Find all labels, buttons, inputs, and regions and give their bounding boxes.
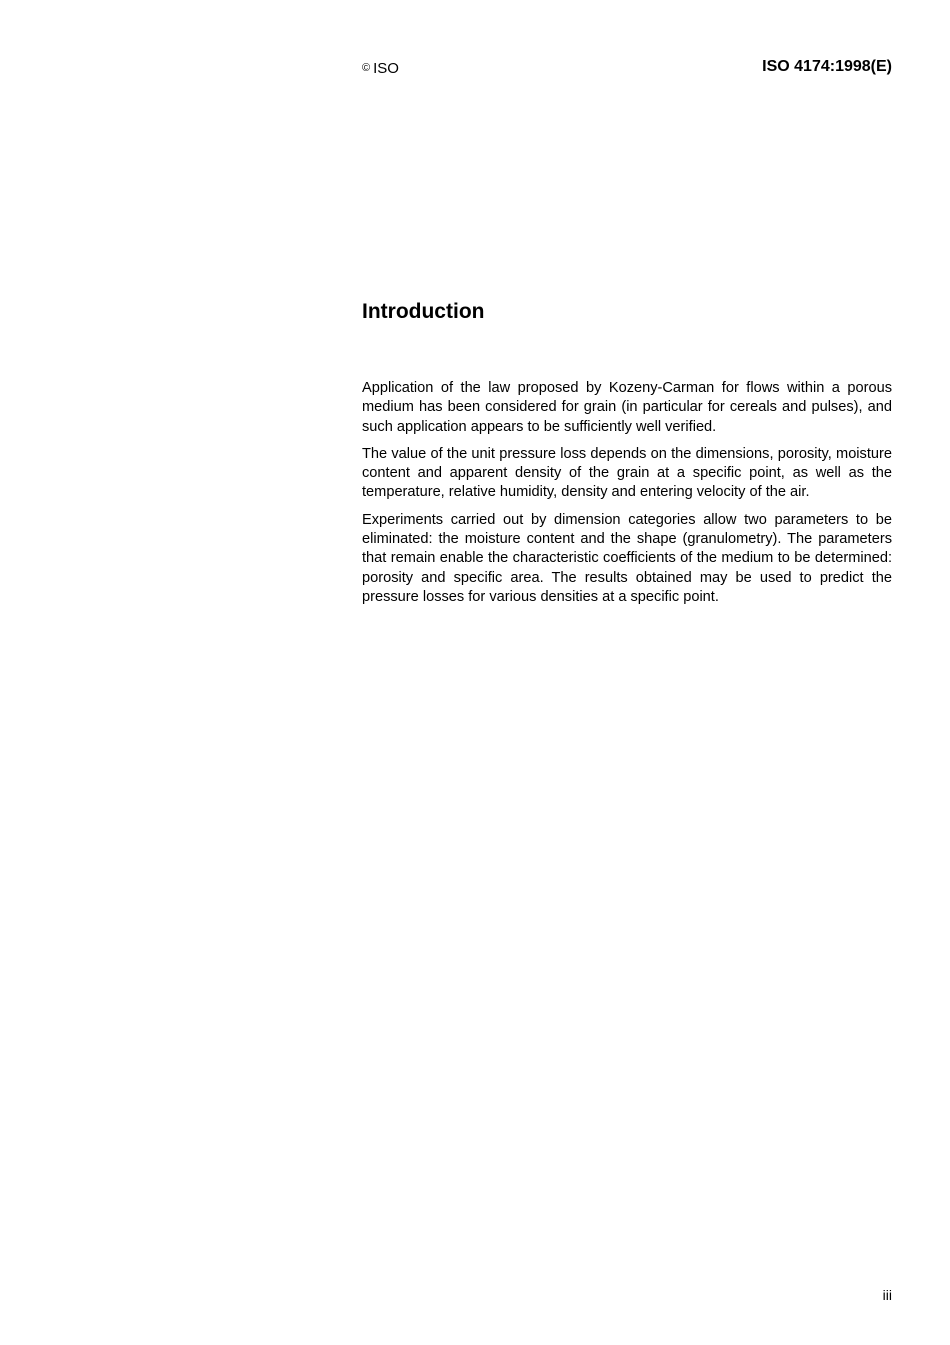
- paragraph: Experiments carried out by dimension categories allow two parameters to be eliminated: the moisture content and the shape (granulometry). The parameters that remain enable the characteristic coefficients of the medium to be determined: porosity and specific area. The results obtained may be used to predict the pressure losses for various densities at a specific point.: [362, 511, 892, 605]
- introduction-body: [362, 379, 892, 615]
- page-number: iii: [882, 1287, 892, 1303]
- copyright-symbol: ©: [362, 62, 371, 74]
- section-title: Introduction: [362, 300, 485, 323]
- organization-name: ISO: [373, 60, 399, 77]
- standard-identifier: ISO 4174:1998(E): [762, 58, 892, 75]
- paragraph: The value of the unit pressure loss depends on the dimensions, porosity, moisture content and apparent density of the grain at a specific point, as well as the temperature, relative humidity, density and entering velocity of the air.: [362, 445, 892, 501]
- paragraph: Application of the law proposed by Kozeny-Carman for flows within a porous medium has been considered for grain (in particular for cereals and pulses), and such application appears to be sufficiently well verified.: [362, 380, 892, 435]
- copyright-notice: [362, 59, 399, 78]
